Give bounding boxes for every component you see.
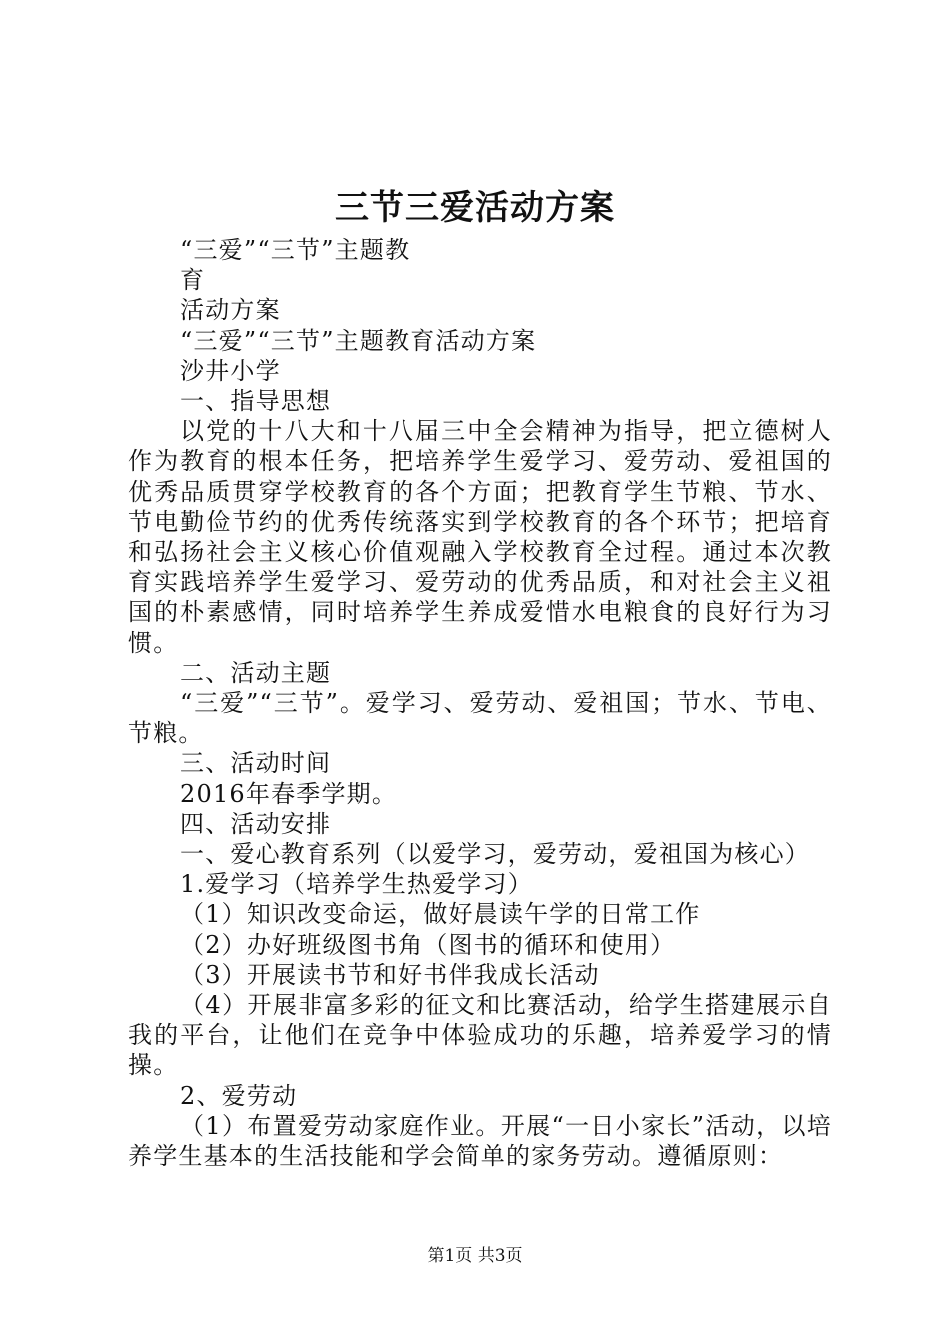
paragraph-love-learning: 1.爱学习（培养学生热爱学习） [180, 870, 533, 899]
paragraph-guiding-thought: 以党的十八大和十八届三中全会精神为指导，把立德树人作为教育的根本任务，把培养学生爱学习、爱劳动、爱祖国的优秀品质贯穿学校教育的各个方面；把教育学生节粮、节水、节电勤俭节约的优秀传统落实到学校教育的各个环节；把培育和弘扬社会主义核心价值观融入学校教育全过程。通过本次教育实践培养学生爱学习、爱劳动的优秀品质，和对社会主义祖国的朴素感情，同时培养学生养成爱惜水电粮食的良好行为习惯。 [128, 417, 832, 657]
paragraph-love-education-series: 一、爱心教育系列（以爱学习，爱劳动，爱祖国为核心） [180, 840, 810, 869]
paragraph-love-labor: 2、爱劳动 [180, 1081, 298, 1110]
paragraph-theme-heading-part1: “三爱”“三节”主题教 [180, 236, 411, 264]
list-item-1: （1）知识改变命运，做好晨读午学的日常工作 [180, 900, 701, 929]
list-item-labor-1: （1）布置爱劳动家庭作业。开展“一日小家长”活动，以培养学生基本的生活技能和学会简单的家务劳动。遵循原则： [128, 1111, 832, 1171]
paragraph-theme-heading-part2: 育 [180, 266, 206, 295]
list-item-4: （4）开展非富多彩的征文和比赛活动，给学生搭建展示自我的平台，让他们在竞争中体验成功的乐趣，培养爱学习的情操。 [128, 991, 832, 1080]
document-title: 三节三爱活动方案 [335, 188, 615, 228]
paragraph-theme-heading-part3: 活动方案 [180, 296, 281, 325]
page-footer: 第1页 共3页 [427, 1246, 523, 1266]
section-heading-activity-time: 三、活动时间 [180, 749, 332, 778]
document-body [128, 235, 832, 1171]
list-item-2: （2）办好班级图书角（图书的循环和使用） [180, 930, 676, 959]
paragraph-activity-time: 2016年春季学期。 [180, 779, 398, 808]
section-heading-activity-theme: 二、活动主题 [180, 658, 332, 687]
paragraph-full-heading: “三爱”“三节”主题教育活动方案 [180, 326, 537, 355]
paragraph-activity-theme: “三爱”“三节”。爱学习、爱劳动、爱祖国；节水、节电、节粮。 [128, 689, 832, 748]
paragraph-school-name: 沙井小学 [180, 356, 281, 385]
section-heading-activity-plan: 四、活动安排 [180, 809, 332, 838]
list-item-3: （3）开展读书节和好书伴我成长活动 [180, 960, 600, 989]
section-heading-guiding-thought: 一、指导思想 [180, 387, 332, 416]
